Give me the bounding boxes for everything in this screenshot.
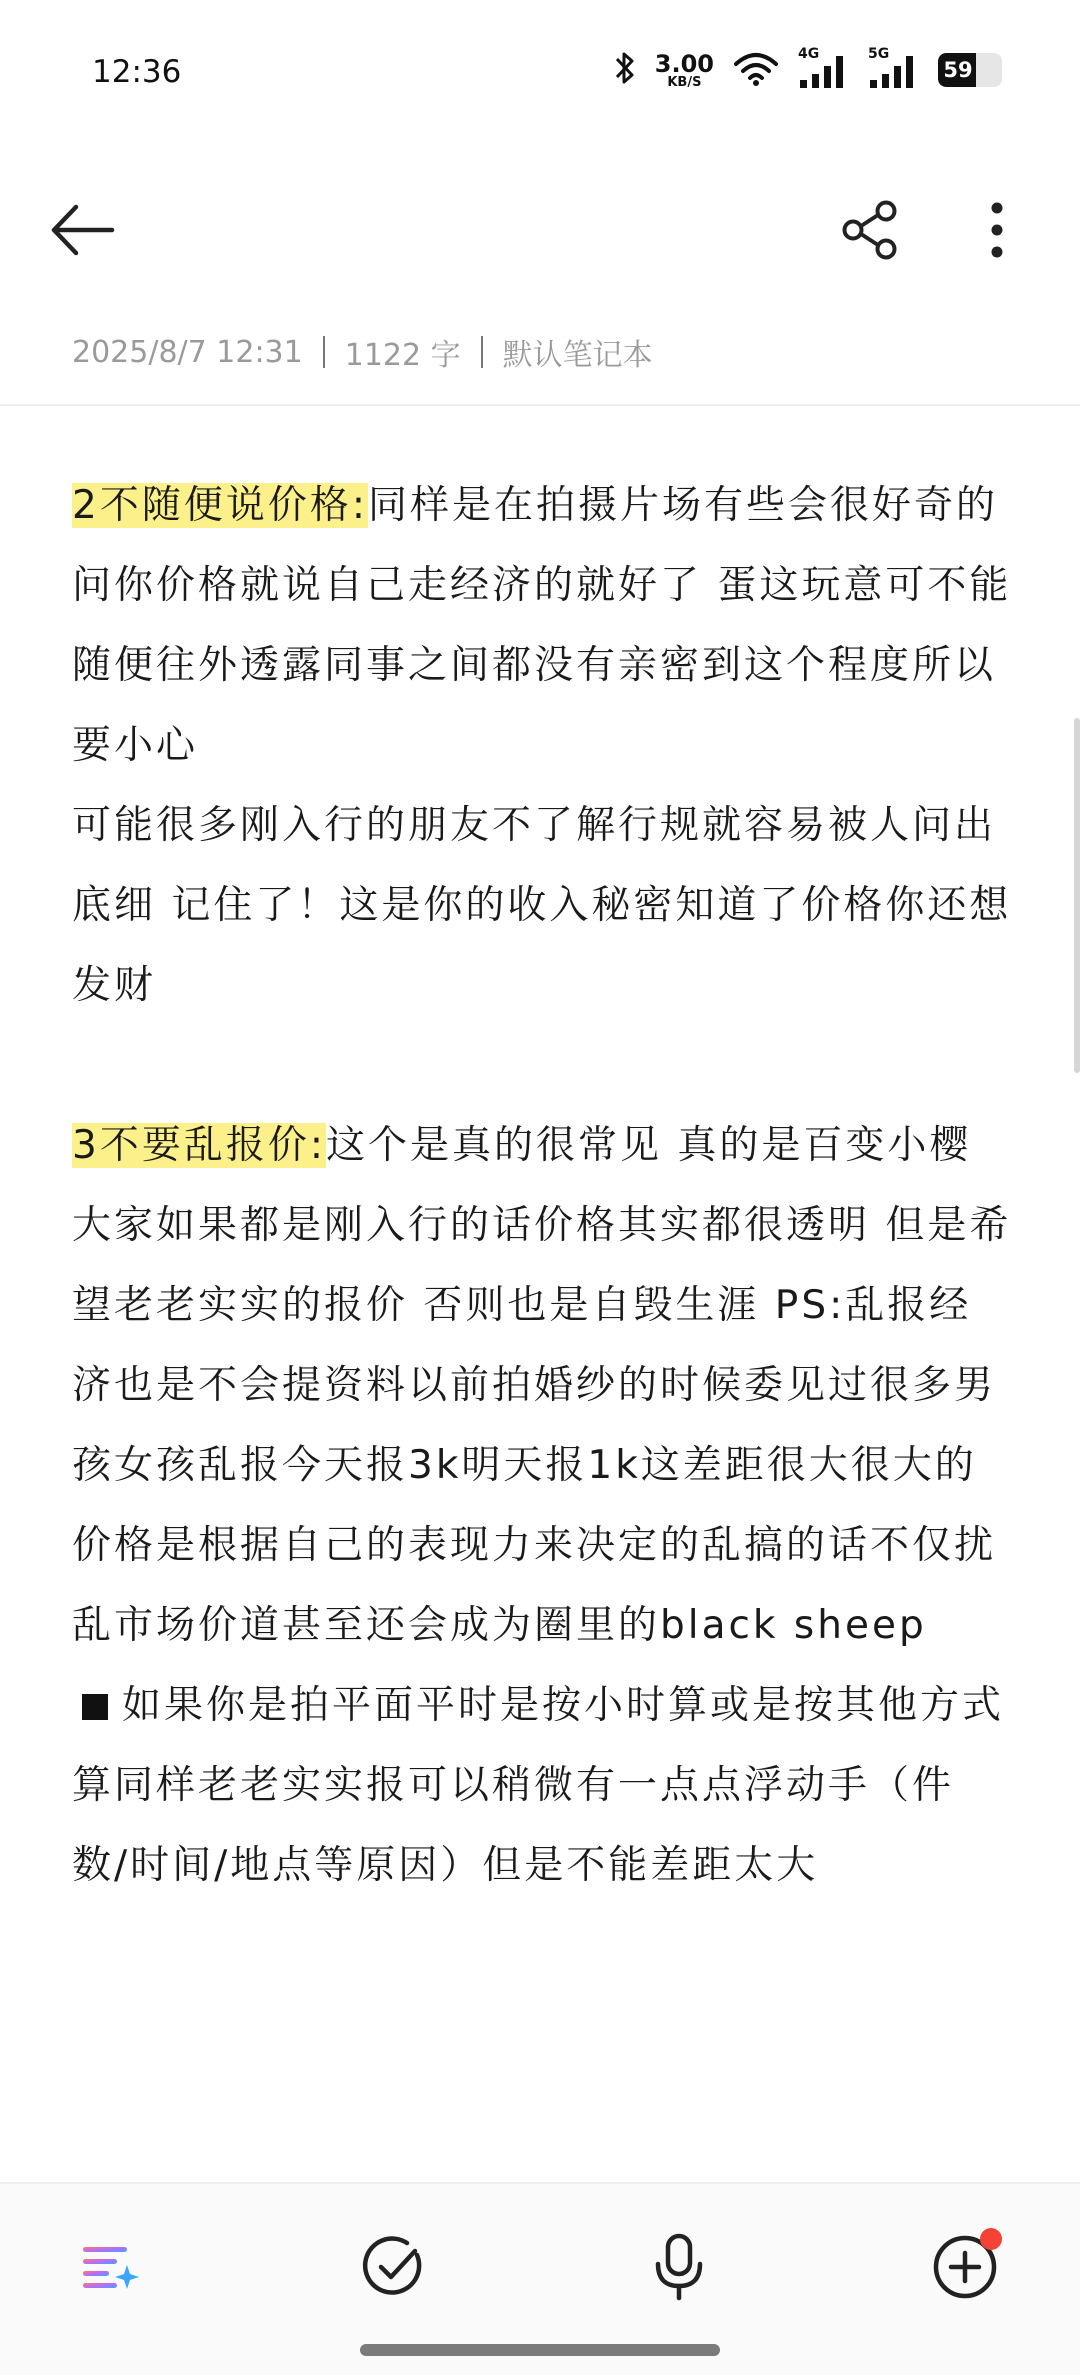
more-options-button[interactable]	[957, 190, 1037, 270]
ai-format-button[interactable]	[66, 2224, 152, 2310]
status-icons	[613, 48, 1002, 92]
note-toolbar	[0, 170, 1080, 290]
blank-line	[72, 1026, 1012, 1106]
paragraph-text: 同样是在拍摄片场有些会很好奇的问你价格就说自己走经济的就好了 蛋这玩意可不能随便往外透露同事之间都没有亲密到这个程度所以要小心	[72, 483, 1012, 768]
checklist-button[interactable]	[350, 2224, 436, 2310]
speed-unit: KB/S	[667, 74, 702, 90]
square-bullet-icon	[82, 1694, 108, 1720]
note-date: 2025/8/7 12:31	[72, 334, 303, 370]
paragraph-text: 如果你是拍平面平时是按小时算或是按其他方式算同样老老实实报可以稍微有一点点浮动手（件数/时间/地点等原因）但是不能差距太大	[72, 1683, 1005, 1888]
bullet-paragraph	[72, 1666, 1012, 1906]
paragraph	[72, 466, 1012, 786]
header-divider	[0, 404, 1080, 406]
note-body[interactable]	[72, 466, 1012, 1906]
meta-divider	[481, 336, 483, 368]
status-time: 12:36	[92, 54, 182, 90]
vertical-dots-icon	[987, 198, 1007, 262]
arrow-left-icon	[46, 200, 118, 260]
meta-divider	[323, 336, 325, 368]
speed-value: 3.00	[654, 49, 714, 78]
voice-input-button[interactable]	[636, 2224, 722, 2310]
ai-format-icon	[77, 2235, 141, 2299]
battery-level: 59	[943, 58, 973, 82]
add-button[interactable]	[922, 2224, 1008, 2310]
note-meta	[72, 330, 653, 374]
back-button[interactable]	[42, 190, 122, 270]
home-indicator[interactable]	[360, 2344, 720, 2356]
checklist-icon	[361, 2235, 425, 2299]
signal-4g-icon: 4G	[798, 50, 850, 90]
scrollbar[interactable]	[1074, 718, 1080, 1073]
status-bar	[0, 0, 1080, 140]
paragraph: 价格是根据自己的表现力来决定的乱搞的话不仅扰乱市场价道甚至还会成为圈里的black sheep	[72, 1523, 997, 1648]
notebook-name[interactable]: 默认笔记本	[502, 338, 653, 373]
highlighted-heading: 3不要乱报价:	[72, 1123, 326, 1168]
char-count: 1122 字	[344, 338, 461, 373]
notification-dot	[980, 2228, 1002, 2250]
bluetooth-icon	[613, 50, 637, 90]
network-speed	[654, 49, 714, 90]
paragraph-text: 这个是真的很常见 真的是百变小樱大家如果都是刚入行的话价格其实都很透明 但是希望老老实实的报价 否则也是自毁生涯 PS:乱报经济也是不会提资料以前拍婚纱的时候委见过很多男孩女孩乱报今天报3k明天报1k这差距很大很大的	[72, 1123, 1012, 1488]
wifi-icon	[732, 50, 780, 90]
paragraph: 可能很多刚入行的朋友不了解行规就容易被人问出底细 记住了！这是你的收入秘密知道了价格你还想发财	[72, 803, 1012, 1008]
bottom-toolbar	[0, 2182, 1080, 2375]
highlighted-heading: 2不随便说价格:	[72, 483, 368, 528]
paragraph	[72, 1106, 1012, 1506]
battery-icon	[938, 53, 1002, 87]
share-button[interactable]	[830, 190, 910, 270]
signal-5g-icon: 5G	[868, 50, 920, 90]
share-icon	[838, 198, 902, 262]
microphone-icon	[651, 2232, 707, 2302]
